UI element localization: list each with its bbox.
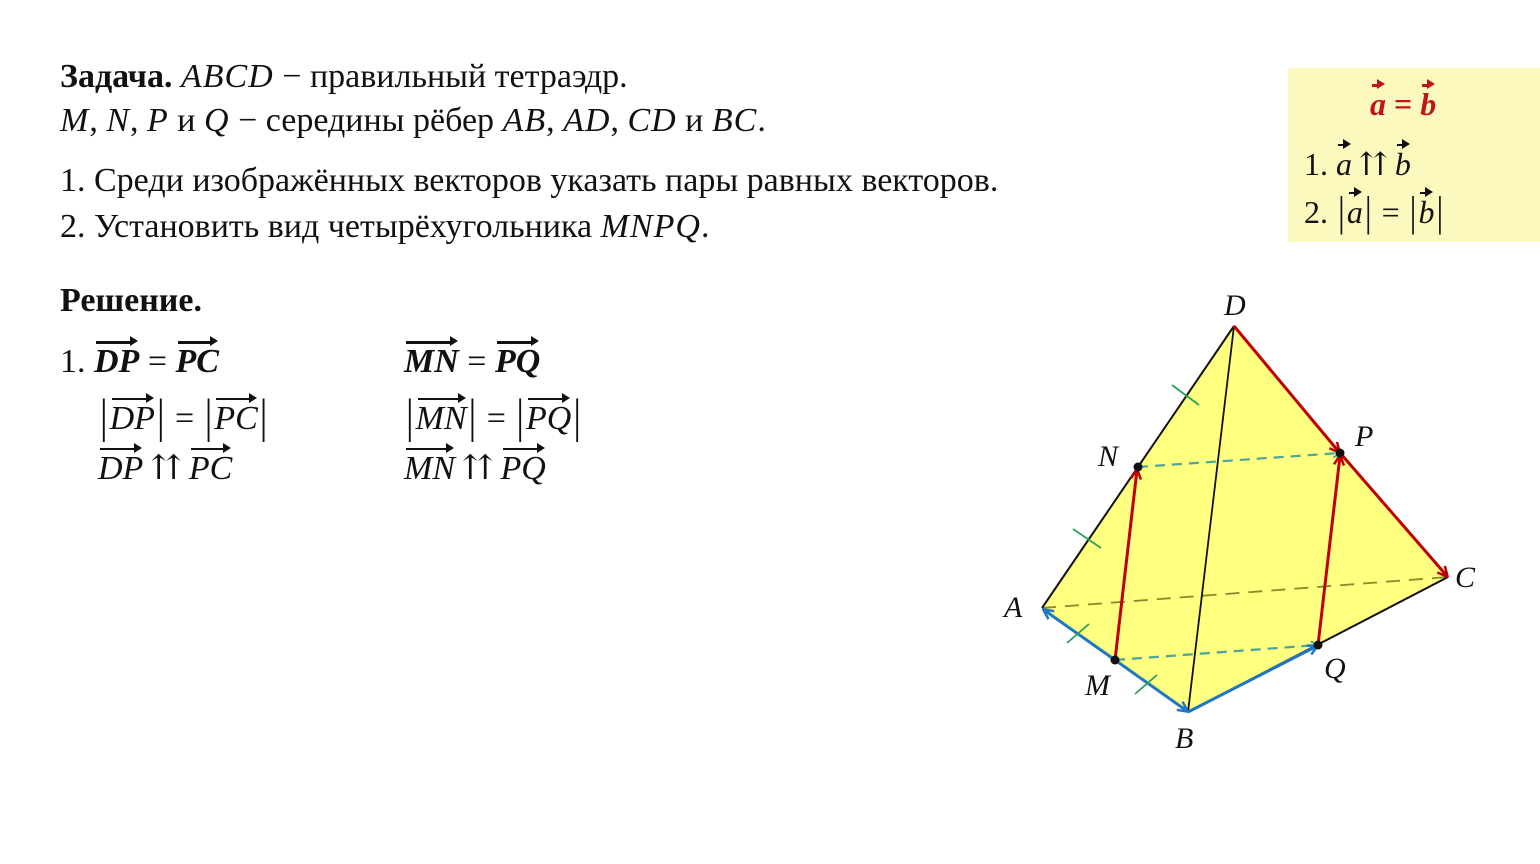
task-2: 2. Установить вид четырёхугольника MNPQ. <box>60 208 710 245</box>
quadrilateral-name: MNPQ <box>600 208 701 245</box>
vector-b: b <box>1394 146 1411 182</box>
codirectional-symbol: ⇈ <box>151 450 181 487</box>
problem-line-2: M, N, P и Q − середины рёбер AB, AD, CD и BC. <box>60 102 766 139</box>
solution-number: 1. <box>60 343 86 380</box>
point-n <box>1134 463 1143 472</box>
label-b: B <box>1175 722 1194 755</box>
label-c: C <box>1455 561 1476 594</box>
label-a: A <box>1004 591 1023 624</box>
vector-mn: MN <box>415 400 467 437</box>
abs-bar: | <box>204 390 213 444</box>
point-p <box>1336 449 1345 458</box>
solution-heading: Решение. <box>60 282 202 319</box>
vector-dp: DP <box>98 450 144 487</box>
vector-dp: DP <box>94 343 140 380</box>
abs-bar: | <box>406 390 414 444</box>
condition-number: 2. <box>1304 194 1328 230</box>
abs-bar: | <box>468 390 477 444</box>
vector-b: b <box>1418 194 1435 230</box>
codirectional-symbol: ⇈ <box>1360 146 1387 182</box>
and-word-2: и <box>685 102 704 139</box>
dash-2: − <box>238 102 258 139</box>
point-p-text: P <box>147 102 169 139</box>
abs-bar: | <box>259 390 268 444</box>
point-n-text: N <box>106 102 131 139</box>
task-2-text: 2. Установить вид четырёхугольника <box>60 208 593 245</box>
abs-bar: | <box>156 390 165 444</box>
vector-b: b <box>1420 86 1437 122</box>
dash: − <box>282 58 302 95</box>
vector-dp: DP <box>109 400 155 437</box>
vector-pc: PC <box>214 400 258 437</box>
and-word: и <box>177 102 196 139</box>
condition-number: 1. <box>1304 146 1328 182</box>
label-p: P <box>1355 420 1374 453</box>
edge-cd-text: CD <box>627 102 677 139</box>
label-q: Q <box>1324 652 1346 685</box>
vector-a: a <box>1336 146 1352 182</box>
abs-bar: | <box>1338 189 1345 236</box>
tetrahedron-name: ABCD <box>180 58 274 95</box>
equals: = <box>147 343 168 380</box>
midpoints-text: середины рёбер <box>265 102 495 139</box>
abs-bar: | <box>573 390 581 444</box>
vector-pc: PC <box>175 343 219 380</box>
vector-a: a <box>1370 86 1386 122</box>
point-m <box>1111 656 1120 665</box>
equals: = <box>175 400 195 437</box>
equals: = <box>1381 194 1400 230</box>
equals: = <box>467 343 487 380</box>
vector-mn: MN <box>404 343 459 380</box>
point-q <box>1314 641 1323 650</box>
point-m-text: M <box>60 102 90 139</box>
equals: = <box>486 400 506 437</box>
point-q-text: Q <box>204 102 230 139</box>
vector-a: a <box>1346 194 1363 230</box>
abs-bar: | <box>1436 189 1444 236</box>
abs-bar: | <box>100 390 108 444</box>
problem-description: правильный тетраэдр. <box>309 58 628 95</box>
label-n: N <box>1098 440 1119 473</box>
label-m: M <box>1085 669 1110 702</box>
abs-bar: | <box>516 390 525 444</box>
vector-pq: PQ <box>494 343 541 380</box>
vector-mn: MN <box>404 450 455 487</box>
abs-bar: | <box>1364 189 1372 236</box>
edge-bc-text: BC <box>711 102 758 139</box>
abs-bar: | <box>1409 189 1417 236</box>
problem-heading: Задача. <box>60 58 173 95</box>
task-1: 1. Среди изображённых векторов указать пары равных векторов. <box>60 162 999 199</box>
vector-pc: PC <box>188 450 233 487</box>
vector-pq: PQ <box>526 400 572 437</box>
edge-ad-text: AD <box>563 102 611 139</box>
vector-pq: PQ <box>500 450 546 487</box>
edge-ab-text: AB <box>502 102 547 139</box>
equals: = <box>1394 86 1413 122</box>
label-d: D <box>1224 289 1246 322</box>
codirectional-symbol: ⇈ <box>463 450 492 487</box>
